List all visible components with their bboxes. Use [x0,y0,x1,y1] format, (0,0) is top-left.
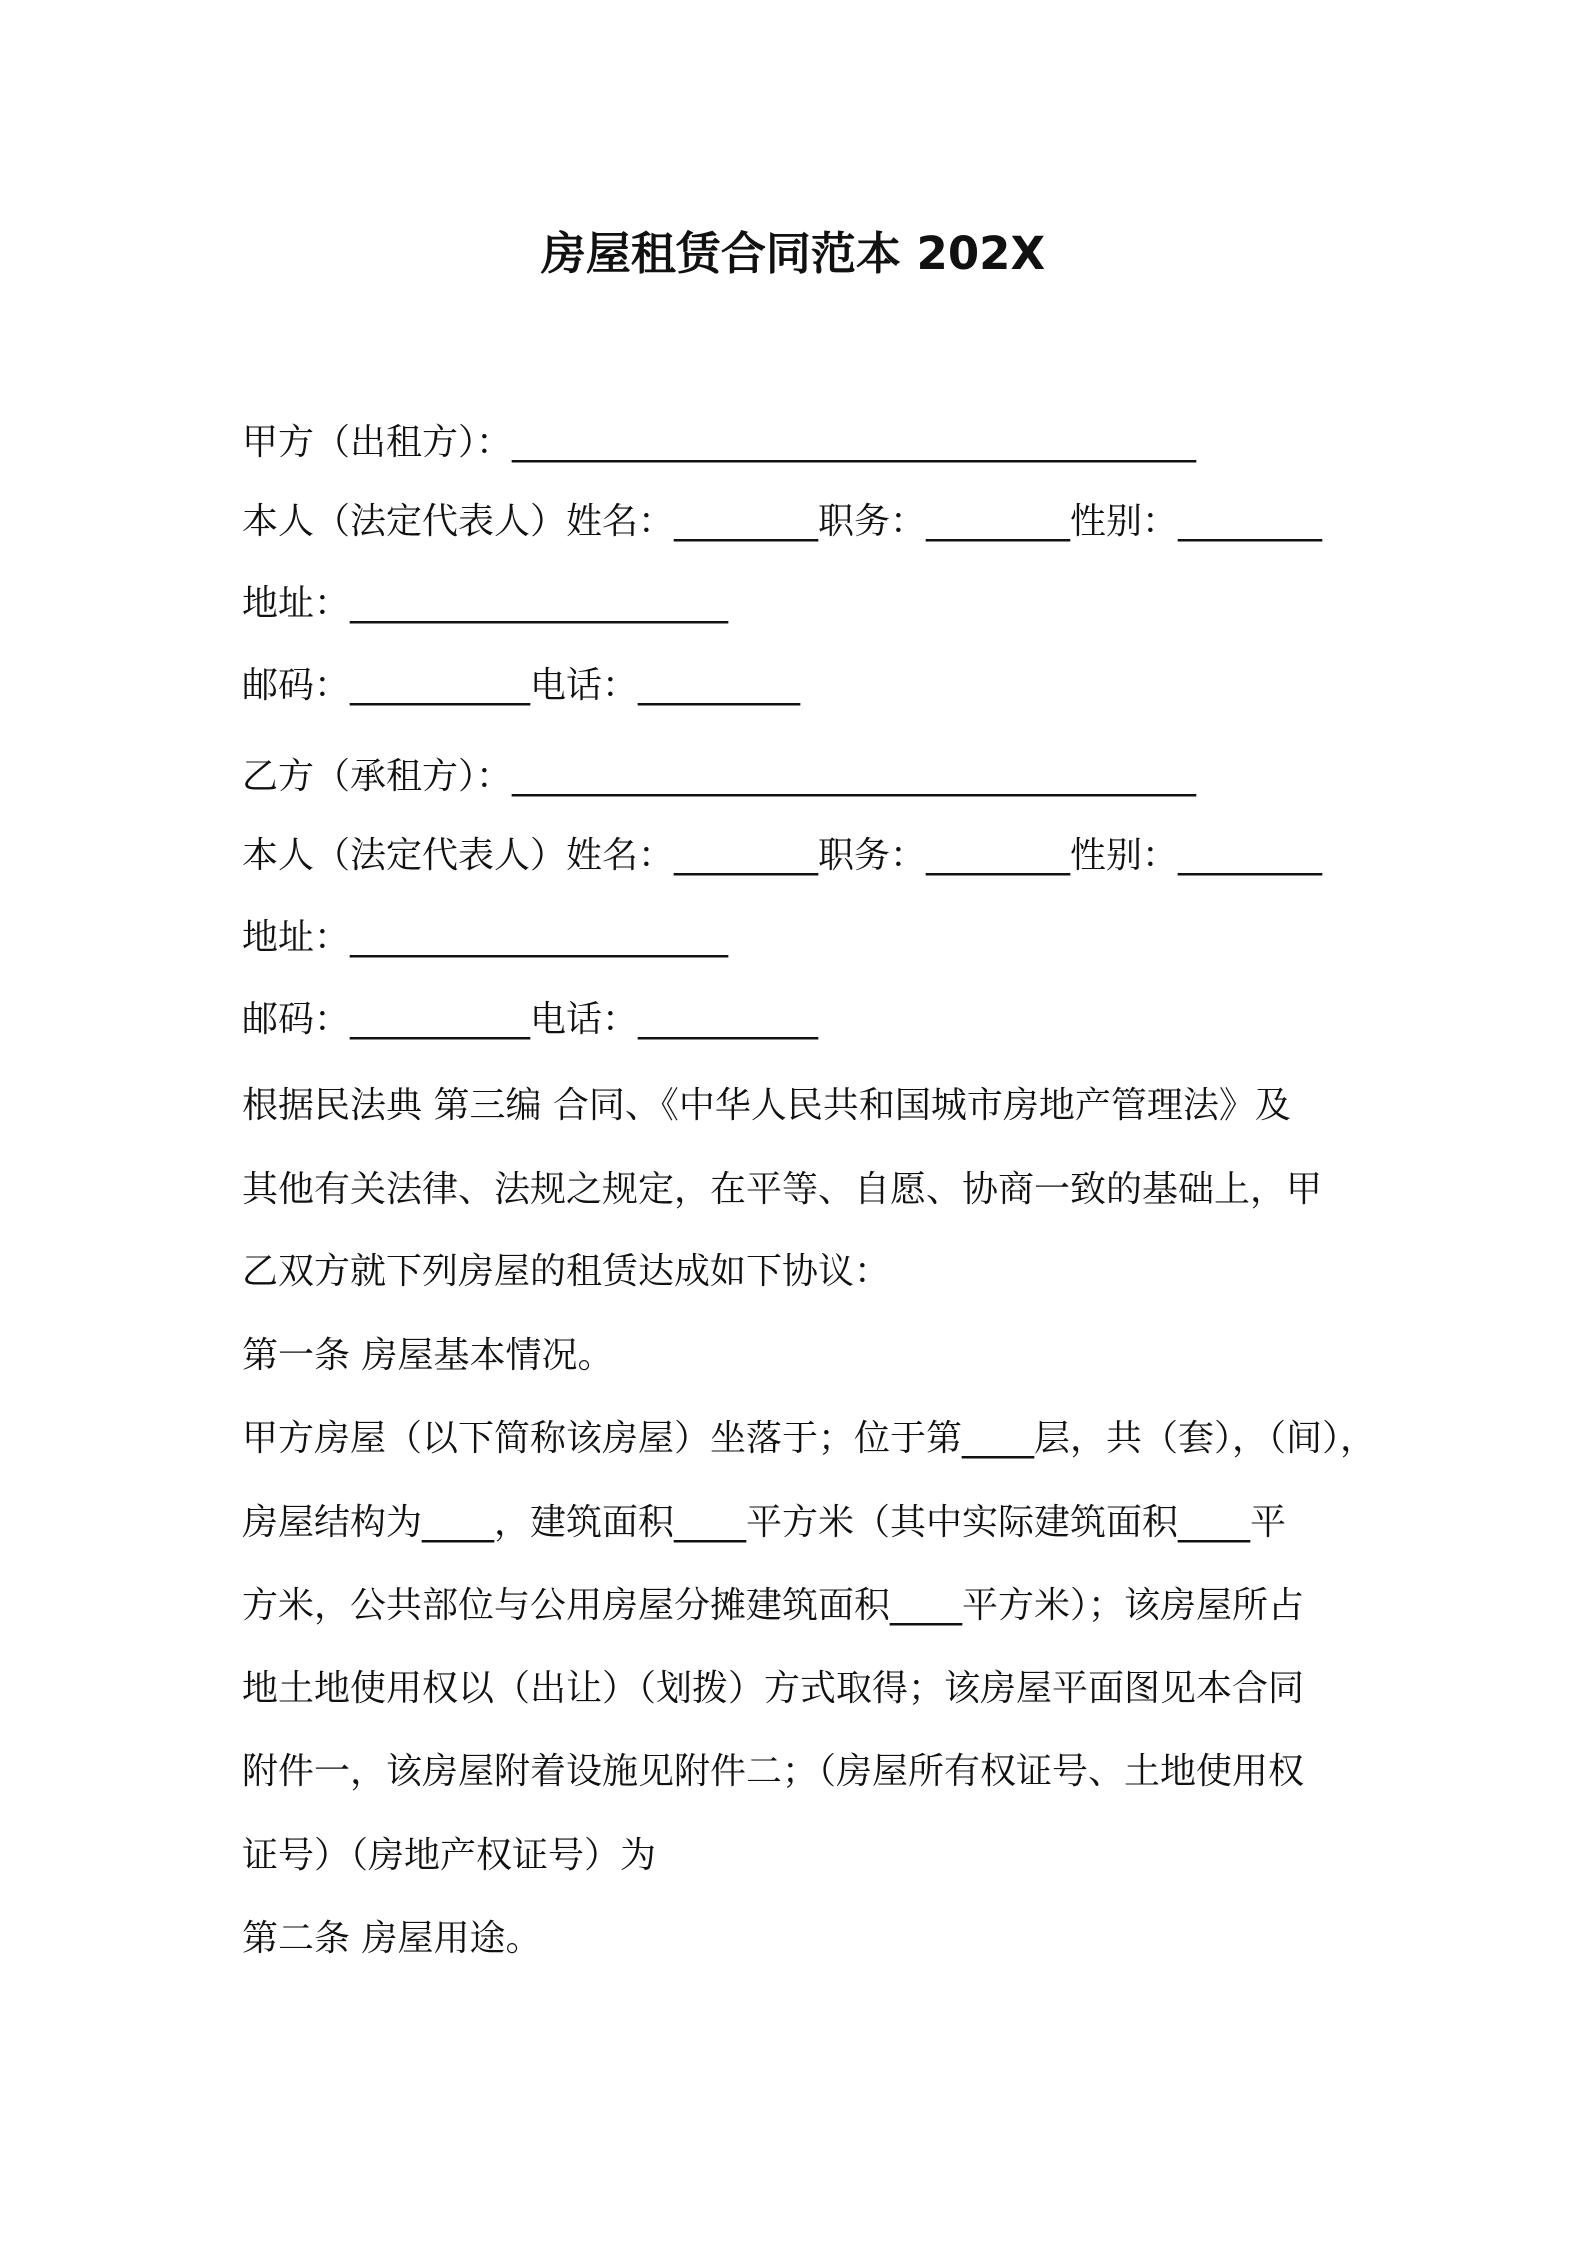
party-b-representative-line: 本人（法定代表人）姓名：________职务：________性别：________ [242,835,1323,876]
article-one-text-line-4: 地土地使用权以（出让）（划拨）方式取得；该房屋平面图见本合同 [242,1668,1305,1709]
party-a-address-line: 地址：_____________________ [242,583,729,624]
agreement-intro-line-3: 乙双方就下列房屋的租赁达成如下协议： [242,1251,891,1292]
document-title: 房屋租赁合同范本 202X [540,227,1046,280]
article-one-text-line-6: 证号）（房地产权证号）为 [242,1835,657,1876]
article-one-text-line-2: 房屋结构为____，建筑面积____平方米（其中实际建筑面积____平 [242,1502,1287,1543]
party-b-line: 乙方（承租方）：______________________________________ [242,756,1197,797]
article-one-text-line-5: 附件一，该房屋附着设施见附件二；（房屋所有权证号、土地使用权 [242,1751,1305,1792]
party-b-contact-line: 邮码：__________电话：__________ [242,999,819,1040]
agreement-intro-line-2: 其他有关法律、法规之规定，在平等、自愿、协商一致的基础上，甲 [242,1169,1323,1210]
agreement-intro-line-1: 根据民法典 第三编 合同、《中华人民共和国城市房地产管理法》及 [242,1085,1291,1126]
party-a-contact-line: 邮码：__________电话：_________ [242,665,801,706]
article-one-text-line-3: 方米，公共部位与公用房屋分摊建筑面积____平方米）；该房屋所占 [242,1585,1305,1626]
article-two-heading: 第二条 房屋用途。 [242,1918,542,1959]
article-one-text-line-1: 甲方房屋（以下简称该房屋）坐落于；位于第____层，共（套），（间）， [242,1418,1377,1459]
article-one-heading: 第一条 房屋基本情况。 [242,1335,614,1376]
party-b-address-line: 地址：_____________________ [242,917,729,958]
party-a-line: 甲方（出租方）：______________________________________ [242,422,1197,463]
party-a-representative-line: 本人（法定代表人）姓名：________职务：________性别：________ [242,501,1323,542]
